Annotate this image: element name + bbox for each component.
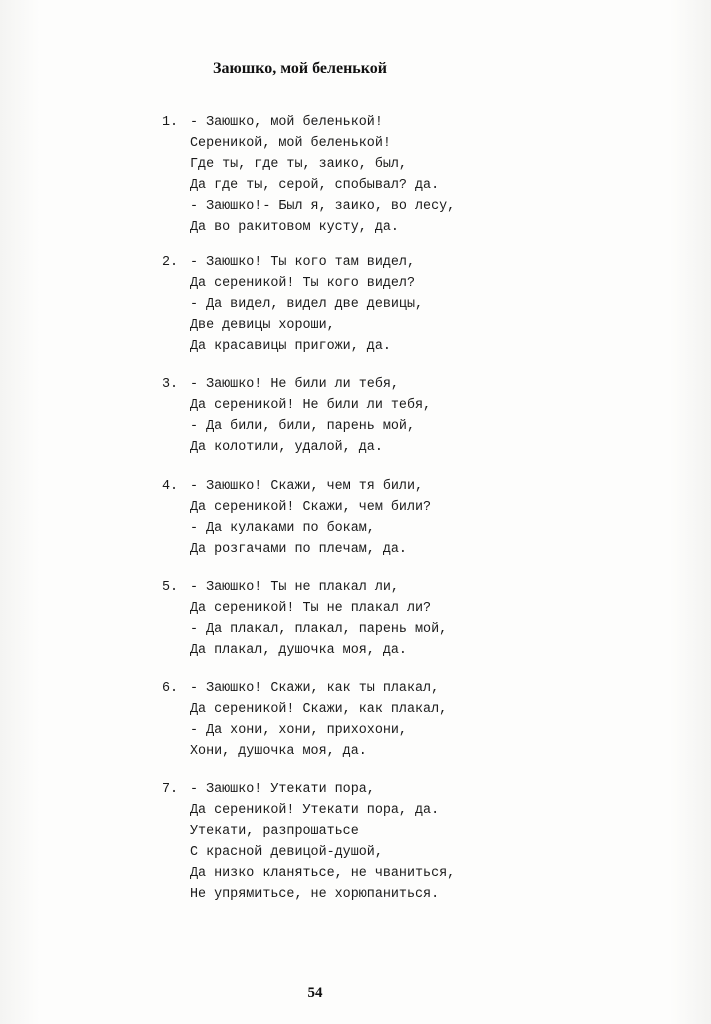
verse-line-text: - Заюшко! Не били ли тебя, <box>190 377 399 392</box>
verse-6 <box>162 678 447 762</box>
verse-line-text: - Заюшко! Ты кого там видел, <box>190 255 415 270</box>
verse-line <box>162 374 431 395</box>
verse-number: 2. <box>162 255 179 270</box>
verse-line <box>162 779 455 800</box>
verse-line <box>162 598 447 619</box>
verse-number <box>162 416 190 437</box>
verse-line <box>162 497 431 518</box>
verse-line-text: - Да били, били, парень мой, <box>190 419 415 434</box>
verse-number <box>162 518 190 539</box>
verse-line <box>162 395 431 416</box>
verse-number: 6. <box>162 681 179 696</box>
verse-line-text: С красной девицой-душой, <box>190 845 383 860</box>
verse-line-text: Хони, душочка моя, да. <box>190 744 367 759</box>
verse-line <box>162 518 431 539</box>
verse-number <box>162 497 190 518</box>
verse-line <box>162 273 423 294</box>
verse-number <box>162 598 190 619</box>
verse-number <box>162 315 190 336</box>
page-number: 54 <box>307 985 323 1001</box>
verse-number <box>162 133 190 154</box>
verse-line-text: Да где ты, серой, спобывал? да. <box>190 178 440 193</box>
verse-line-text: - Заюшко! Скажи, чем тя били, <box>190 479 424 494</box>
verse-line-text: - Заюшко, мой беленькой! <box>190 115 383 130</box>
verse-line <box>162 577 447 598</box>
verse-line <box>162 154 455 175</box>
verse-line-text: Да плакал, душочка моя, да. <box>190 643 407 658</box>
verse-number <box>162 640 190 661</box>
verse-number <box>162 175 190 196</box>
verse-line-text: - Заюшко! Скажи, как ты плакал, <box>190 681 440 696</box>
verse-line-text: - Да кулаками по бокам, <box>190 521 375 536</box>
verse-line-text: Да сереникой! Утекати пора, да. <box>190 803 440 818</box>
verse-line <box>162 678 447 699</box>
verse-3 <box>162 374 431 458</box>
verse-line-text: - Да плакал, плакал, парень мой, <box>190 622 448 637</box>
verse-line-text: - Заюшко! Утекати пора, <box>190 782 375 797</box>
verse-number <box>162 539 190 560</box>
verse-line-text: Да сереникой! Ты кого видел? <box>190 276 415 291</box>
verse-line <box>162 252 423 273</box>
verse-line-text: Сереникой, мой беленькой! <box>190 136 391 151</box>
verse-number: 5. <box>162 580 179 595</box>
verse-line <box>162 416 431 437</box>
verse-line-text: Две девицы хороши, <box>190 318 335 333</box>
verse-number <box>162 821 190 842</box>
verse-line-text: Да сереникой! Не били ли тебя, <box>190 398 432 413</box>
verse-line-text: - Да хони, хони, прихохони, <box>190 723 407 738</box>
verse-number <box>162 884 190 905</box>
verse-line <box>162 821 455 842</box>
song-title-text: Заюшко, мой беленькой <box>213 60 387 77</box>
verse-line <box>162 842 455 863</box>
verse-number <box>162 720 190 741</box>
verse-line <box>162 884 455 905</box>
verse-line <box>162 336 423 357</box>
verse-number <box>162 395 190 416</box>
verse-line <box>162 217 455 238</box>
verse-number <box>162 619 190 640</box>
verse-number: 1. <box>162 115 179 130</box>
verse-number <box>162 842 190 863</box>
verse-line-text: Да сереникой! Скажи, как плакал, <box>190 702 448 717</box>
verse-2 <box>162 252 423 357</box>
verse-line-text: Да красавицы пригожи, да. <box>190 339 391 354</box>
verse-number <box>162 273 190 294</box>
verse-line <box>162 315 423 336</box>
verse-1 <box>162 112 455 238</box>
verse-number: 4. <box>162 479 179 494</box>
verse-line <box>162 863 455 884</box>
verse-line <box>162 539 431 560</box>
song-title <box>0 60 600 78</box>
verse-line-text: - Да видел, видел две девицы, <box>190 297 424 312</box>
verse-line-text: Да колотили, удалой, да. <box>190 440 383 455</box>
verse-number <box>162 741 190 762</box>
verse-7 <box>162 779 455 905</box>
verse-line <box>162 476 431 497</box>
verse-line <box>162 741 447 762</box>
verse-number <box>162 437 190 458</box>
verse-line-text: - Заюшко!- Был я, заико, во лесу, <box>190 199 456 214</box>
verse-4 <box>162 476 431 560</box>
verse-number <box>162 217 190 238</box>
verse-line <box>162 196 455 217</box>
verse-line <box>162 437 431 458</box>
verse-line-text: Да во ракитовом кусту, да. <box>190 220 399 235</box>
verse-5 <box>162 577 447 661</box>
verse-line-text: Да сереникой! Ты не плакал ли? <box>190 601 432 616</box>
verse-number <box>162 154 190 175</box>
verse-line <box>162 133 455 154</box>
verse-line-text: Утекати, разпрошатьсе <box>190 824 359 839</box>
verse-line <box>162 112 455 133</box>
verse-number <box>162 699 190 720</box>
verse-line <box>162 720 447 741</box>
verse-number <box>162 294 190 315</box>
verse-number <box>162 800 190 821</box>
verse-line-text: Да сереникой! Скажи, чем били? <box>190 500 432 515</box>
verse-line-text: Не упрямитьсе, не хорюпаниться. <box>190 887 440 902</box>
verse-line-text: Где ты, где ты, заико, был, <box>190 157 407 172</box>
verse-number: 3. <box>162 377 179 392</box>
verse-number: 7. <box>162 782 179 797</box>
verse-number <box>162 336 190 357</box>
verse-line <box>162 619 447 640</box>
verse-number <box>162 863 190 884</box>
verse-line <box>162 800 455 821</box>
verse-line <box>162 294 423 315</box>
verse-line <box>162 699 447 720</box>
verse-number <box>162 196 190 217</box>
verse-line-text: Да розгачами по плечам, да. <box>190 542 407 557</box>
verse-line-text: Да низко кланятьсе, не чваниться, <box>190 866 456 881</box>
verse-line <box>162 640 447 661</box>
verse-line <box>162 175 455 196</box>
verse-line-text: - Заюшко! Ты не плакал ли, <box>190 580 399 595</box>
